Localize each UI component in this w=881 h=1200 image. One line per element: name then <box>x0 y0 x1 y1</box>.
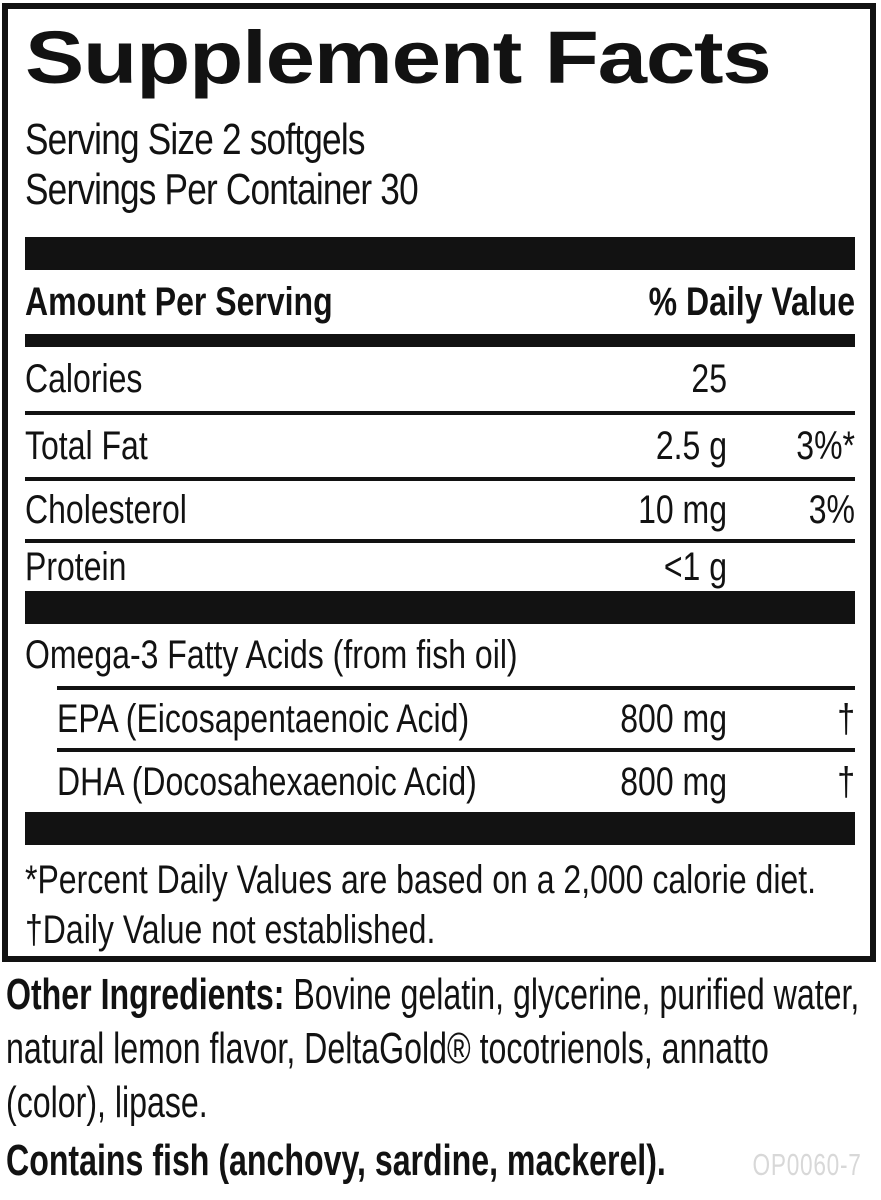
nutrient-dv-dagger: † <box>837 696 855 741</box>
panel-title: Supplement Facts <box>25 16 771 99</box>
nutrient-amount: <1 g <box>663 544 727 589</box>
thick-divider-middle <box>25 591 855 624</box>
nutrient-dv: 3%* <box>796 423 855 468</box>
nutrient-name: Cholesterol <box>25 487 187 532</box>
table-row-calories <box>25 347 855 411</box>
other-ingredients-label: Other Ingredients: <box>6 970 285 1019</box>
footnotes <box>25 855 855 955</box>
nutrient-name: Protein <box>25 544 127 589</box>
table-row-epa <box>25 690 855 748</box>
nutrient-name: Calories <box>25 356 143 401</box>
nutrient-amount: 800 mg <box>620 696 727 741</box>
footnote-dv-not-established: †Daily Value not established. <box>25 908 436 952</box>
allergen-row <box>6 1136 875 1186</box>
table-header-row <box>25 270 855 334</box>
nutrient-amount: 10 mg <box>638 487 727 532</box>
nutrient-name: Total Fat <box>25 423 148 468</box>
supplement-facts-panel <box>2 3 876 962</box>
product-code: OP0060-7 <box>752 1147 862 1182</box>
serving-size-text: Serving Size 2 softgels <box>25 115 365 164</box>
nutrient-dv-dagger: † <box>837 759 855 804</box>
table-row-protein <box>25 543 855 591</box>
table-row-dha <box>25 752 855 812</box>
nutrient-amount: 25 <box>691 356 727 401</box>
servings-per-container-text: Servings Per Container 30 <box>25 165 418 214</box>
medium-divider-header <box>25 334 855 347</box>
thick-divider-top <box>25 237 855 270</box>
nutrient-dv: 3% <box>808 487 855 532</box>
nutrient-name: EPA (Eicosapentaenoic Acid) <box>57 696 470 741</box>
other-ingredients-paragraph <box>6 968 875 1130</box>
nutrient-amount: 2.5 g <box>655 423 727 468</box>
table-row-total-fat <box>25 415 855 477</box>
serving-info <box>25 115 855 215</box>
nutrient-amount: 800 mg <box>620 759 727 804</box>
nutrient-name: DHA (Docosahexaenoic Acid) <box>57 759 477 804</box>
thick-divider-bottom <box>25 812 855 845</box>
allergen-statement: Contains fish (anchovy, sardine, mackerel). <box>6 1136 666 1185</box>
below-panel-text <box>6 968 875 1186</box>
table-row-cholesterol <box>25 481 855 539</box>
amount-per-serving-header: Amount Per Serving <box>25 279 333 324</box>
omega3-section-heading <box>25 624 855 686</box>
below-panel-inner <box>6 968 875 1186</box>
section-heading-text: Omega-3 Fatty Acids (from fish oil) <box>25 632 518 677</box>
footnote-percent-dv: *Percent Daily Values are based on a 2,000 calorie diet. <box>25 858 816 902</box>
daily-value-header: % Daily Value <box>648 279 855 324</box>
other-ingredients-list: Bovine gelatin, glycerine, purified water, natural lemon flavor, DeltaGold® tocotrienols, annatto (color), lipase. <box>6 970 860 1127</box>
